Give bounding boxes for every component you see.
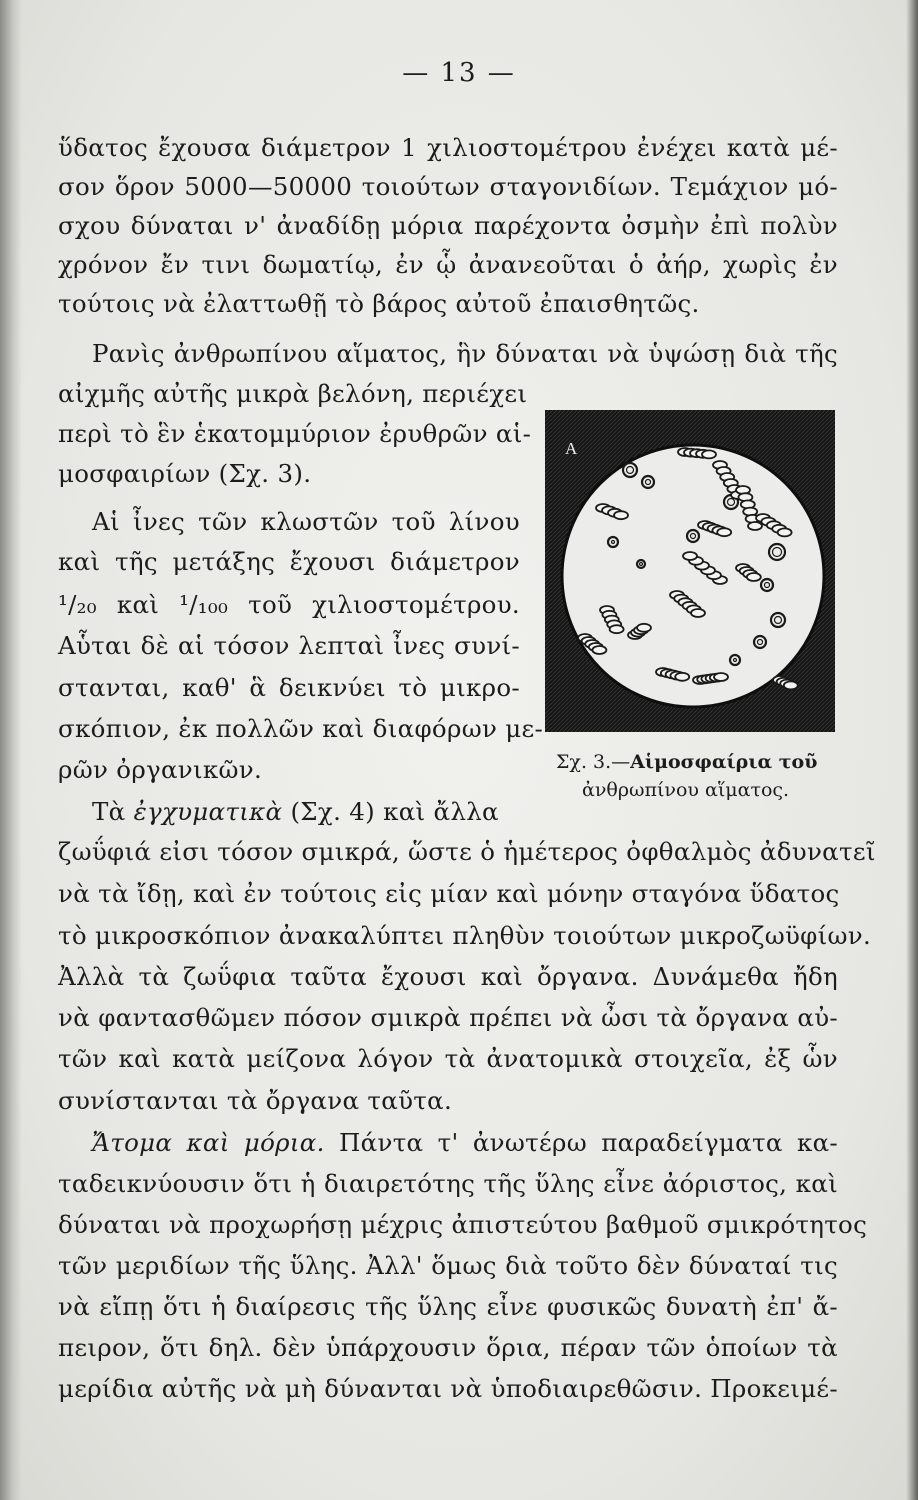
text-line: ζωΰφιά εἰσι τόσον σμικρά, ὥστε ὁ ἡμέτερος ὀφθαλμὸς ἀδυνατεῖ	[58, 837, 876, 866]
text-line: ταδεικνύουσιν ὅτι ἡ διαιρετότης τῆς ὕλης εἶνε ἀόριστος, καὶ	[58, 1169, 838, 1198]
rouleaux-cell	[784, 681, 798, 689]
text-line: μοσφαιρίων (Σχ. 3).	[58, 459, 312, 488]
text-line: Ἀλλὰ τὰ ζωΰφια ταῦτα ἔχουσι καὶ ὄργανα. Δυνάμεθα ἤδη	[58, 962, 838, 991]
rouleaux-cell	[714, 673, 728, 681]
text-line: πειρον, ὅτι δηλ. δὲν ὑπάρχουσιν ὅρια, πέραν τῶν ὁποίων τὰ	[58, 1333, 838, 1362]
text-line: σον ὅρον 5000—50000 τοιούτων σταγονιδίων. Τεμάχιον μό-	[58, 172, 838, 201]
text-line: καὶ τῆς μετάξης ἔχουσι διάμετρον	[58, 547, 520, 576]
text-line: συνίστανται τὰ ὄργανα ταῦτα.	[58, 1086, 453, 1115]
text-line: νὰ τὰ ἴδῃ, καὶ ἐν τούτοις εἰς μίαν καὶ μόνην σταγόνα ὕδατος	[58, 879, 840, 908]
text-run: Τὰ	[92, 797, 134, 826]
page-edge-shadow-right	[906, 0, 918, 1500]
page-edge-shadow-left	[0, 0, 22, 1500]
figure-caption-line1	[556, 750, 817, 774]
rouleaux-cell	[747, 573, 761, 581]
text-run: Πάντα τ' ἀνωτέρω παραδείγματα κα-	[324, 1128, 839, 1157]
rouleaux-cell	[691, 609, 705, 617]
text-line: νὰ φαντασθῶμεν πόσον σμικρὰ πρέπει νὰ ὦσι τὰ ὄργανα αὐ-	[58, 1003, 838, 1032]
text-line: στανται, καθ' ἃ δεικνύει τὸ μικρο-	[58, 673, 520, 702]
text-line: ¹/₂₀ καὶ ¹/₁₀₀ τοῦ χιλιοστομέτρου.	[58, 590, 520, 619]
rouleaux-cell	[592, 646, 606, 654]
text-line: νὰ εἴπῃ ὅτι ἡ διαίρεσις τῆς ὕλης εἶνε φυσικῶς δυνατὴ ἐπ' ἄ-	[58, 1292, 838, 1321]
figure-caption-dash: —	[611, 751, 631, 773]
text-line: τῶν καὶ κατὰ μείζονα λόγον τὰ ἀνατομικὰ στοιχεῖα, ἐξ ὧν	[58, 1044, 838, 1073]
figure-caption-label: Σχ. 3.	[556, 751, 612, 773]
rouleaux-cell	[748, 522, 762, 530]
text-line: Ρανὶς ἀνθρωπίνου αἵματος, ἣν δύναται νὰ ὑψώσῃ διὰ τῆς	[92, 339, 838, 368]
text-line: ὕδατος ἔχουσα διάμετρον 1 χιλιοστομέτρου ἐνέχει κατὰ μέ-	[58, 133, 838, 162]
text-line: σκόπιον, ἐκ πολλῶν καὶ διαφόρων με-	[58, 714, 544, 743]
rouleaux-cell	[717, 528, 731, 536]
rouleaux-cell	[637, 624, 651, 632]
text-run: (Σχ. 4) καὶ ἄλλα	[282, 797, 499, 826]
text-line: τούτοις νὰ ἐλαττωθῇ τὸ βάρος αὐτοῦ ἐπαισθητῶς.	[58, 289, 700, 318]
microscope-view-illustration	[545, 410, 835, 732]
rouleaux-cell	[683, 552, 697, 560]
rouleaux-cell	[675, 673, 689, 681]
figure-caption-title: Αἱμοσφαίρια τοῦ	[630, 751, 818, 773]
rouleaux-cell	[610, 625, 624, 633]
rouleaux-cell	[702, 450, 716, 458]
text-line	[92, 1128, 838, 1158]
text-line: ρῶν ὀργανικῶν.	[58, 755, 263, 784]
italic-heading: Ἄτομα καὶ μόρια.	[92, 1128, 325, 1157]
text-line: τῶν μεριδίων τῆς ὕλης. Ἀλλ' ὅμως διὰ τοῦτο δὲν δύναταί τις	[58, 1251, 838, 1280]
text-line: περὶ τὸ ἓν ἑκατομμύριον ἐρυθρῶν αἱ-	[58, 419, 532, 448]
page-number: — 13 —	[402, 58, 516, 88]
figure-caption-line2: ἀνθρωπίνου αἵματος.	[582, 779, 790, 801]
text-line: δύναται νὰ προχωρήσῃ μέχρις ἀπιστεύτου βαθμοῦ σμικρότητος	[58, 1210, 868, 1239]
italic-term: ἐγχυματικὰ	[133, 797, 283, 826]
blood-cells-figure	[545, 410, 835, 732]
text-line: Αὗται δὲ αἱ τόσον λεπταὶ ἶνες συνί-	[58, 631, 520, 660]
rouleaux-cell	[614, 511, 628, 519]
text-line: αἰχμῆς αὐτῆς μικρὰ βελόνη, περιέχει	[58, 379, 528, 408]
text-line	[92, 797, 499, 827]
text-line: χρόνον ἔν τινι δωματίῳ, ἐν ᾧ ἀνανεοῦται ὁ ἀήρ, χωρὶς ἐν	[58, 250, 838, 279]
text-line: μερίδια αὐτῆς νὰ μὴ δύνανται νὰ ὑποδιαιρεθῶσιν. Προκειμέ-	[58, 1374, 838, 1403]
text-line: τὸ μικροσκόπιον ἀνακαλύπτει πληθὺν τοιούτων μικροζωϋφίων.	[58, 921, 872, 950]
text-line: σχου δύναται ν' ἀναδίδῃ μόρια παρέχοντα ὀσμὴν ἐπὶ πολὺν	[58, 211, 838, 240]
figure-corner-letter: A	[565, 439, 578, 458]
text-line: Αἱ ἶνες τῶν κλωστῶν τοῦ λίνου	[92, 507, 520, 536]
rouleaux-cell	[778, 528, 792, 536]
